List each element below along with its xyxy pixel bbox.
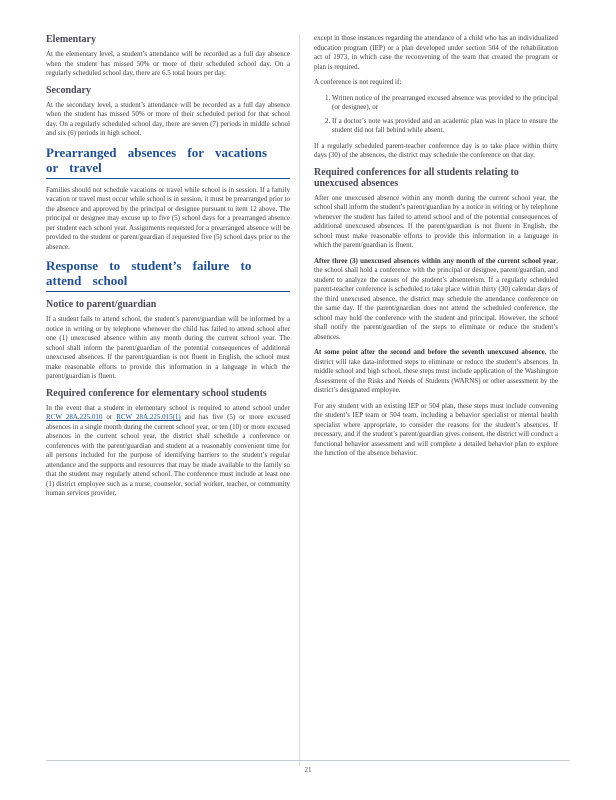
elementary-section	[46, 34, 290, 79]
elementary-text: At the elementary level, a student’s attendance will be recorded as a full day absence when the student has missed 50% or more of their scheduled school day. On a regularly scheduled school day, there are 6.5 total hours per day.	[46, 50, 290, 77]
not-required-intro: A conference is not required if:	[314, 78, 402, 86]
second-seventh-lead: At some point after the second and before the seventh unexcused absence	[314, 348, 545, 356]
column-divider	[299, 34, 300, 766]
unexcused-text: After one unexcused absence within any month during the current school year, the school shall inform the student’s parent/guardian by a notice in writing or by telephone whenever the student has failed to attend school and of the potential consequences of additional unexcused absences. If the parent/guardian is not fluent in English, the school must make reasonable efforts to provide this information in a language in which the parent/guardian is fluent.	[314, 193, 558, 249]
conference-text-before: In the event that a student in elementary school is required to attend school under	[46, 403, 290, 412]
page-number: 21	[304, 766, 312, 774]
conditions-list	[314, 94, 558, 136]
parent-teacher-note: If a regularly scheduled parent-teacher conference day is to take place within thirty days (30) of the absences, the district may schedule the conference on that day.	[314, 141, 558, 159]
secondary-heading: Secondary	[46, 84, 91, 96]
after-three-paragraph	[314, 257, 558, 343]
prearranged-section	[46, 145, 290, 253]
left-column	[46, 34, 290, 505]
second-seventh-text: , the district will take data-informed steps to eliminate or reduce the student’s absences. In middle school and high school, these steps must include application of the Washington Assessment of the Risks and Needs of Students (WARNS) or other assessment by the district’s designated employee.	[314, 348, 558, 394]
conference-text-mid: or	[106, 413, 113, 421]
response-heading: Response to student’s failure to attend school	[46, 258, 290, 292]
condition-item: 1. Written notice of the prearranged excused absence was provided to the principal (or designee), or	[332, 94, 558, 113]
continuation-text: except in those instances regarding the attendance of a child who has an individualized education program (IEP) or a plan developed under section 504 of the rehabilitation act of 1973, in which case the reconvening of the team that created the program or plan is required.	[314, 34, 558, 71]
notice-text: If a student fails to attend school, the student’s parent/guardian will be informed by a notice in writing or by telephone whenever the child has failed to attend school after one (1) unexcused absence within any month during the current school year. The school shall inform the parent/guardian of the potential consequences of additional unexcused absences. If the parent/guardian is not fluent in English, the school must make reasonable efforts to provide this information in a language in which the parent/guardian is fluent.	[46, 315, 290, 380]
footer-rule	[46, 760, 570, 761]
rcw-link-1[interactable]: RCW 28A.225.010	[46, 413, 103, 421]
second-seventh-paragraph	[314, 348, 558, 396]
elementary-heading: Elementary	[46, 34, 96, 45]
notice-heading: Notice to parent/guardian	[46, 299, 157, 310]
elementary-conference-text	[46, 404, 290, 499]
elementary-conference-heading: Required conference for elementary school students	[46, 387, 267, 399]
rcw-link-2[interactable]: RCW 28A.225.015(1)	[116, 413, 181, 421]
condition-item: 2. If a doctor’s note was provided and an academic plan was in place to ensure the student did not fall behind while absent.	[332, 117, 558, 136]
after-three-lead: After three (3) unexcused absences within any month of the current school year	[314, 256, 557, 265]
iep-paragraph: For any student with an existing IEP or 504 plan, these steps must include convening the student’s IEP team or 504 team, including a behavior specialist or mental health specialist where appropriate, to consider the reasons for the student’s absences. If necessary, and if the student’s parent/guardian gives consent, the district will conduct a functional behavior assessment and will complete a detailed behavior plan to explore the function of the absence behavior.	[314, 401, 558, 457]
prearranged-text: Families should not schedule vacations or travel while school is in session. If a family vacation or travel must occur while school is in session, it must be prearranged prior to the absence and approved by the principal or designee pursuant to item 12 above. The principal or designee may excuse up to five (5) school days for a prearranged absence per student each school year. Assignments requested for a prearranged absence will be provided to the student or parent/guardian if requested five (5) school days prior to the absence.	[46, 185, 290, 251]
right-column	[314, 34, 558, 465]
unexcused-heading: Required conferences for all students relating to unexcused absences	[314, 166, 519, 189]
conference-text-after: and has five (5) or more excused absences in a single month during the current school year, or ten (10) or more excused absences in the current school year, the district shall schedule a conference or conferences with the parent/guardian and student at a reasonably convenient time for all persons included for the purpose of identifying barriers to the student’s regular attendance and the supports and resources that may be made available to the family so that the student may regularly attend school. The conference must include at least one (1) district employee such as a nurse, counselor, social worker, teacher, or community human services provider,	[46, 413, 290, 497]
secondary-text: At the secondary level, a student’s attendance will be recorded as a full day absence when the student has missed 50% or more of their scheduled period for that school day. On a regularly scheduled school day, there are seven (7) periods in middle school and six (6) periods in high school.	[46, 100, 290, 137]
secondary-section	[46, 85, 290, 139]
elementary-conference-section	[46, 388, 290, 499]
prearranged-heading: Prearranged absences for vacations or travel	[46, 145, 290, 179]
response-section	[46, 258, 290, 292]
unexcused-section	[314, 167, 558, 251]
after-three-text: , the school shall hold a conference with the principal or designee, parent/guardian, and student to analyze the causes of the student’s absenteeism. If a regularly scheduled parent-teacher conference is scheduled to take place within thirty (30) calendar days of the third unexcused absence, the district may schedule the attendance conference on the same day. If the parent/guardian does not attend the scheduled conference, the school may hold the conference with the student and principal. However, the school shall notify the parent/guardian of the steps to eliminate or reduce the student’s absences.	[314, 256, 558, 341]
notice-section	[46, 299, 290, 382]
